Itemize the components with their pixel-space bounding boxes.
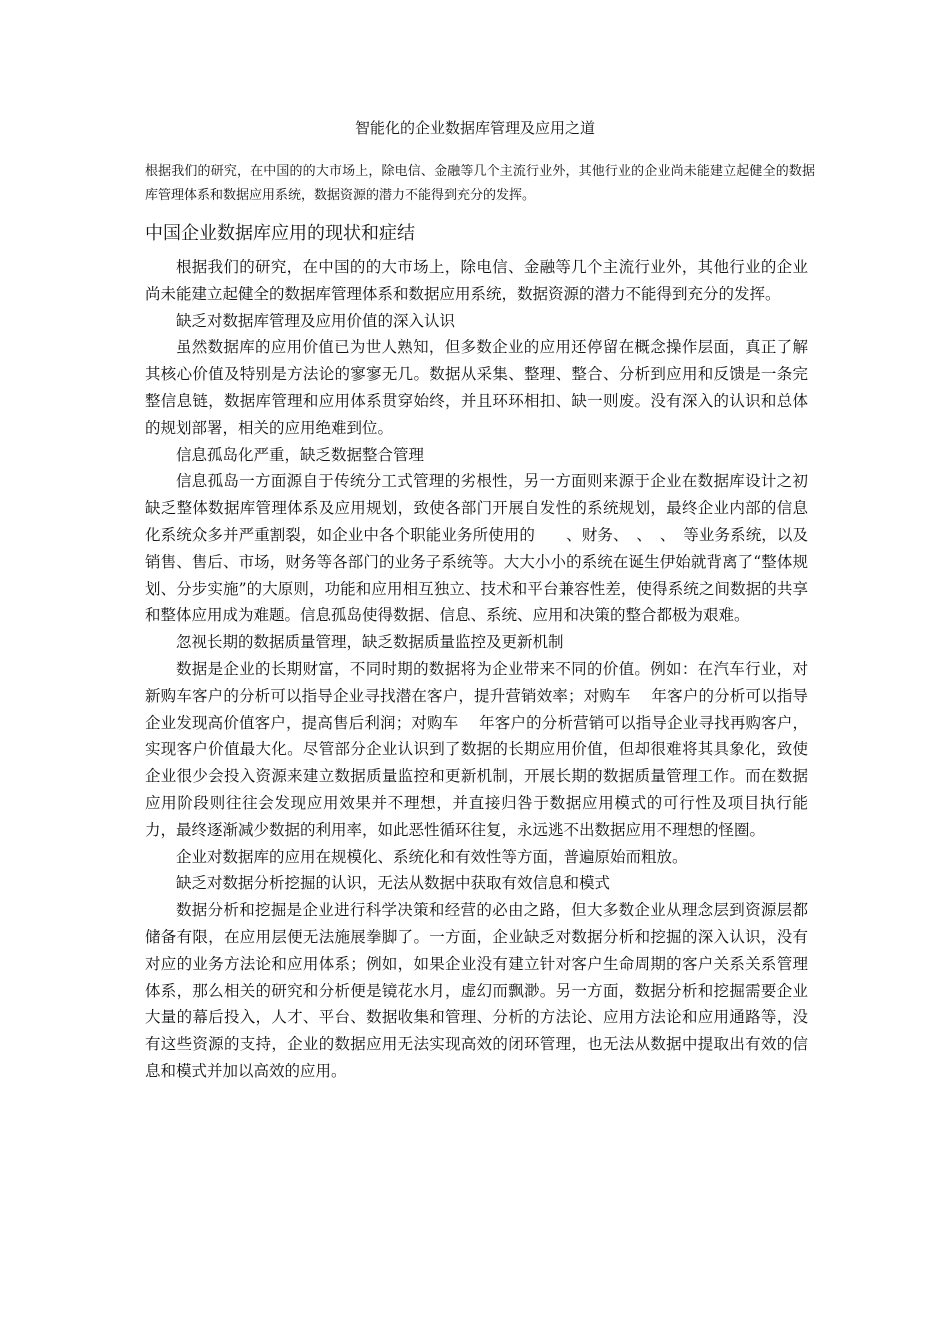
body-paragraph: 企业对数据库的应用在规模化、系统化和有效性等方面，普遍原始而粗放。 — [176, 847, 688, 866]
abstract-paragraph: 根据我们的研究，在中国的的大市场上，除电信、金融等几个主流行业外，其他行业的企业尚未能建立起健全的数据库管理体系和数据应用系统，数据资源的潜力不能得到充分的发挥。 — [145, 164, 815, 203]
body-paragraph: 根据我们的研究，在中国的的大市场上，除电信、金融等几个主流行业外，其他行业的企业尚未能建立起健全的数据库管理体系和数据应用系统，数据资源的潜力不能得到充分的发挥。 — [145, 258, 808, 303]
document-title: 智能化的企业数据库管理及应用之道 — [354, 119, 595, 137]
body-paragraph: 数据分析和挖掘是企业进行科学决策和经营的必由之路，但大多数企业从理念层到资源层都储备有限，在应用层便无法施展拳脚了。一方面，企业缺乏对数据分析和挖掘的深入认识，没有对应的业务方法论和应用体系；例如，如果企业没有建立针对客户生命周期的客户关系关系管理体系，那么相关的研究和分析便是镜花水月，虚幻而飘渺。另一方面，数据分析和挖掘需要企业大量的幕后投入，人才、平台、数据收集和管理、分析的方法论、应用方法论和应用通路等，没有这些资源的支持，企业的数据应用无法实现高效的闭环管理，也无法从数据中提取出有效的信息和模式并加以高效的应用。 — [145, 901, 808, 1080]
subheading: 忽视长期的数据质量管理，缺乏数据质量监控及更新机制 — [176, 633, 564, 652]
subheading: 信息孤岛化严重，缺乏数据整合管理 — [176, 445, 425, 464]
body-paragraph: 数据是企业的长期财富，不同时期的数据将为企业带来不同的价值。例如：在汽车行业，对新购车客户的分析可以指导企业寻找潜在客户，提升营销效率；对购车 年客户的分析可以指导企业发现高价值客户，提高售后利润；对购车 年客户的分析营销可以指导企业寻找再购客户，实现客户价值最大化。尽管部分企业认识到了数据的长期应用价值，但却很难将其具象化，致使企业很少会投入资源来建立数据质量监控和更新机制，开展长期的数据质量管理工作。而在数据应用阶段则往往会发现应用效果并不理想，并直接归咎于数据应用模式的可行性及项目执行能力，最终逐渐减少数据的利用率，如此恶性循环往复，永远逃不出数据应用不理想的怪圈。 — [145, 659, 808, 839]
subheading: 缺乏对数据库管理及应用价值的深入认识 — [176, 311, 456, 330]
section-title: 中国企业数据库应用的现状和症结 — [145, 223, 415, 244]
body-paragraph: 信息孤岛一方面源自于传统分工式管理的劣根性，另一方面则来源于企业在数据库设计之初缺乏整体数据库管理体系及应用规划，致使各部门开展自发性的系统规划，最终企业内部的信息化系统众多并严重割裂，如企业中各个职能业务所使用的 、财务、 、 、 等业务系统，以及销售、售后、市场，财务等各部门的业务子系统等。大大小小的系统在诞生伊始就背离了“整体规划、分步实施”的大原则，功能和应用相互独立、技术和平台兼容性差，使得系统之间数据的共享和整体应用成为难题。信息孤岛使得数据、信息、系统、应用和决策的整合都极为艰难。 — [145, 472, 808, 625]
body-paragraph: 虽然数据库的应用价值已为世人熟知，但多数企业的应用还停留在概念操作层面，真正了解其核心价值及特别是方法论的寥寥无几。数据从采集、整理、整合、分析到应用和反馈是一条完整信息链，数据库管理和应用体系贯穿始终，并且环环相扣、缺一则废。没有深入的认识和总体的规划部署，相关的应用绝难到位。 — [145, 338, 808, 437]
subheading: 缺乏对数据分析挖掘的认识，无法从数据中获取有效信息和模式 — [176, 874, 611, 893]
document-body — [145, 254, 808, 1085]
